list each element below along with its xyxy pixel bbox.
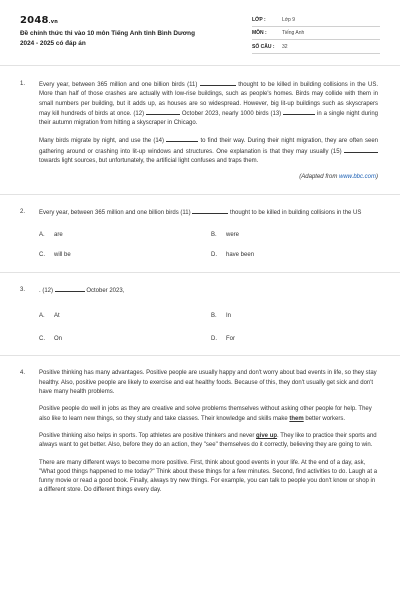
question-number: 2. <box>20 208 26 215</box>
meta-value-count: 32 <box>282 43 288 50</box>
passage-paragraph-2: Many birds migrate by night, and use the (14) to find their way. During their night migration, they are often seen gathering around or crashing into lit-up windows and structures. One explanation is that they may usually (15) towards light sources, but unfortunately, the artificial light confuses and traps them. <box>39 138 378 165</box>
answer-options <box>39 231 378 261</box>
question-number: 4. <box>20 370 26 377</box>
document-title <box>20 29 195 48</box>
meta-label-class: LỚP : <box>252 16 266 23</box>
logo-text: 2048 <box>20 15 49 26</box>
page-header <box>0 0 400 60</box>
blank-15 <box>344 147 378 153</box>
blank-11 <box>200 80 236 86</box>
question-stem: Every year, between 365 million and one billion birds (11) thought to be killed in building collisions in the US A. are B. were C. will be D. have been <box>39 208 378 261</box>
question-4 <box>20 369 380 503</box>
logo-suffix: .vn <box>48 19 58 25</box>
reading-passage <box>39 80 378 183</box>
blank-12 <box>55 286 85 292</box>
passage-paragraph-2: Positive people do well in jobs as they are creative and solve problems themselves without asking other people for help. They also like to learn new things, so they study and take classes. Their knowledge and skills make them better workers. <box>39 406 372 422</box>
option-b[interactable]: B. were <box>211 231 240 238</box>
passage-source: (Adapted from www.bbc.com) <box>299 174 378 181</box>
passage-paragraph-4: There are many different ways to become more positive. First, think about good events in your life. At the end of a day, ask, "What good things happened to me today?" Think about these things for a few minutes. Second, find activities to do. Laugh at a funny movie or read a good book. Finally, always try new things. For example, you can talk to people you don't know or shop in a different store. Do different things every day. <box>39 459 378 494</box>
passage-paragraph-3: Positive thinking also helps in sports. Top athletes are positive thinkers and never give up. They like to practice their sports and always want to get better. Also, before they do an action, they "see" themselves do it correctly, believing they are going to win. <box>39 432 377 449</box>
question-3 <box>20 286 380 345</box>
question-separator <box>0 194 400 195</box>
question-2 <box>20 208 380 261</box>
question-separator <box>0 355 400 356</box>
option-a[interactable]: A. At <box>39 312 60 319</box>
meta-label-count: SỐ CÂU : <box>252 43 275 50</box>
meta-value-class: Lớp 9 <box>282 16 296 23</box>
question-1 <box>20 80 380 183</box>
passage-paragraph-1: Positive thinking has many advantages. Positive people are usually happy and don't worry about bad events in life, so they stay healthy. Also, positive people are likely to exercise and eat healthy foods. Because of this, they don't usually get sick and don't have many health problems. <box>39 370 377 396</box>
question-stem: . (12) October 2023, A. At B. In C. On D. For <box>39 286 378 345</box>
question-number: 1. <box>20 81 26 87</box>
title-line-2: 2024 - 2025 có đáp án <box>20 39 86 47</box>
passage-paragraph-1: Every year, between 365 million and one billion birds (11) thought to be killed in building collisions in the US. More than half of those crashes are actually with low-rise buildings, such as people's homes. Birds may collide with them in small numbers per building, but it adds up, as houses are so widespread. However, big lit-up buildings such as skyscrapers may kill hundreds of birds at once. (12) October 2023, nearly 1000 birds (13) in a single night during their autumn migration from hitting a skyscraper in Chicago. <box>39 82 378 127</box>
option-a[interactable]: A. are <box>39 231 63 238</box>
option-d[interactable]: D. have been <box>211 252 255 259</box>
blank-11 <box>192 208 228 214</box>
highlighted-phrase: give up <box>256 432 278 439</box>
reading-passage <box>39 369 378 503</box>
question-separator <box>0 272 400 273</box>
meta-value-subject: Tiếng Anh <box>282 30 305 37</box>
blank-13 <box>283 109 315 115</box>
option-b[interactable]: B. In <box>211 312 232 319</box>
questions-content <box>20 80 380 504</box>
option-c[interactable]: C. On <box>39 336 63 343</box>
site-logo[interactable] <box>20 13 58 29</box>
header-divider <box>0 65 400 66</box>
highlighted-word: them <box>289 415 304 422</box>
blank-14 <box>166 136 198 142</box>
title-line-1: Đề chính thức thi vào 10 môn Tiếng Anh tỉnh Bình Dương <box>20 30 195 37</box>
meta-label-subject: MÔN : <box>252 30 267 37</box>
option-c[interactable]: C. will be <box>39 252 71 259</box>
source-link[interactable]: www.bbc.com <box>338 174 376 181</box>
option-d[interactable]: D. For <box>211 336 235 343</box>
meta-row-subject <box>252 27 380 41</box>
blank-12 <box>146 109 180 115</box>
answer-options <box>39 312 378 345</box>
question-number: 3. <box>20 286 26 293</box>
meta-row-count <box>252 40 380 54</box>
meta-row-class <box>252 13 380 27</box>
meta-info-table <box>252 13 380 54</box>
